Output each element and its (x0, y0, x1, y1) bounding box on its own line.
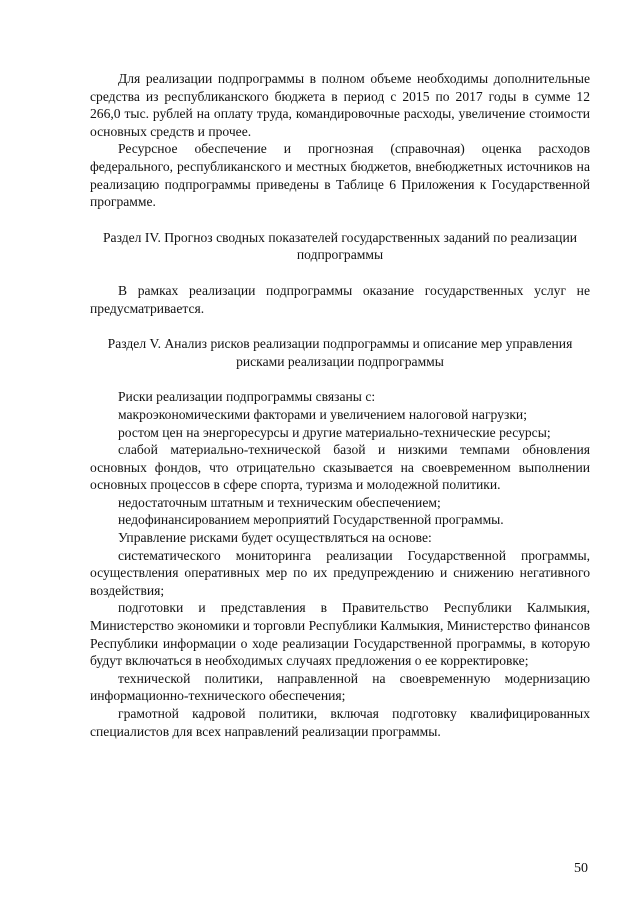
risk-paragraph: ростом цен на энергоресурсы и другие материально-технические ресурсы; (118, 424, 551, 440)
section-5-heading: Раздел V. Анализ рисков реализации подпрограммы и описание мер управления рисками реализации подпрограммы (107, 336, 573, 369)
risk-management-paragraph: грамотной кадровой политики, включая подготовку квалифицированных специалистов для всех направлений реализации программы. (90, 706, 590, 739)
page-number: 50 (574, 861, 588, 876)
risk-paragraph: Риски реализации подпрограммы связаны с: (118, 389, 376, 405)
risk-paragraph: недостаточным штатным и техническим обеспечением; (118, 494, 441, 510)
risk-paragraph: слабой материально-технической базой и низкими темпами обновления основных фондов, что отрицательно сказывается на своевременном выполнении основных процессов в сфере спорта, туризма и молодежной политики. (90, 442, 590, 493)
risk-paragraph: недофинансированием мероприятий Государственной программы. (118, 512, 504, 528)
risk-management-paragraph: технической политики, направленной на своевременную модернизацию информационно-технического обеспечения; (90, 670, 590, 704)
section-4-heading: Раздел IV. Прогноз сводных показателей государственных заданий по реализации подпрограммы (103, 229, 577, 263)
risk-management-paragraph: подготовки и представления в Правительство Республики Калмыкия, Министерство экономики и торговли Республики Калмыкия, Министерство финансов Республики информации о ходе реализации Государственной программы, в которую будут включаться в необходимых случаях предложения о ее корректировке; (90, 600, 590, 669)
document-page (90, 70, 590, 740)
paragraph-funding: Для реализации подпрограммы в полном объеме необходимы дополнительные средства из республиканского бюджета в период с 2015 по 2017 годы в сумме 12 266,0 тыс. рублей на оплату труда, командировочные расходы, увеличение стоимости основных средств и прочее. (90, 71, 590, 139)
risk-paragraph: макроэкономическими факторами и увеличением налоговой нагрузки; (118, 406, 527, 422)
risk-management-paragraph: Управление рисками будет осуществляться на основе: (118, 530, 432, 546)
paragraph-resources: Ресурсное обеспечение и прогнозная (справочная) оценка расходов федерального, республиканского и местных бюджетов, внебюджетных источников на реализацию подпрограммы приведены в Таблице 6 Приложения к Государственной программе. (90, 141, 590, 210)
section-4-text: В рамках реализации подпрограммы оказание государственных услуг не предусматривается. (90, 282, 590, 316)
risk-management-paragraph: систематического мониторинга реализации Государственной программы, осуществления оперативных мер по их предупреждению и снижению негативного воздействия; (90, 547, 590, 598)
